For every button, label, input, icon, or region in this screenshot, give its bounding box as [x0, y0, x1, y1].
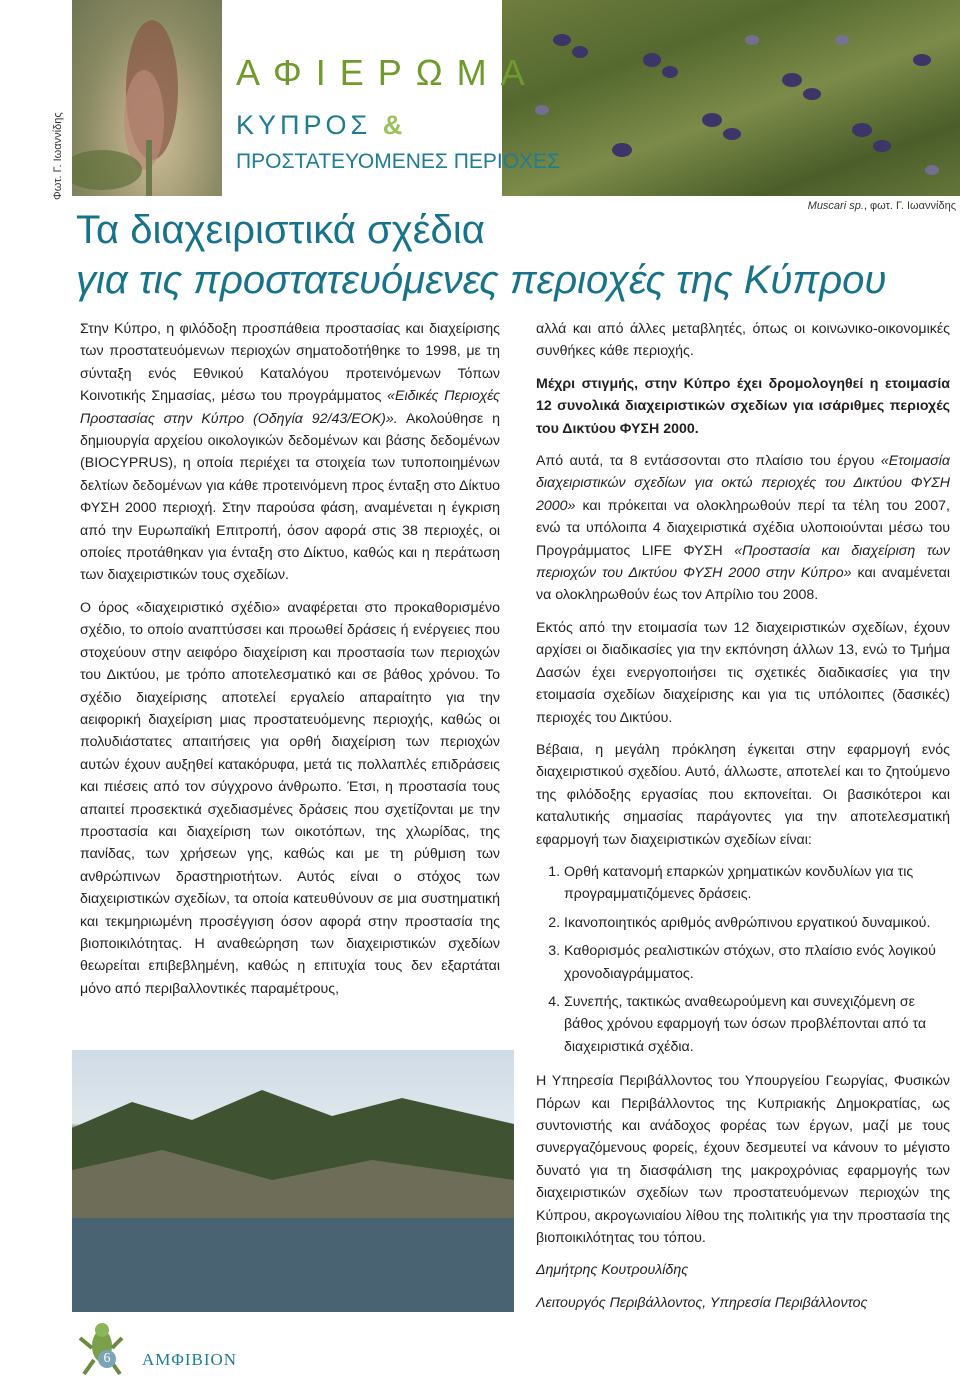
magazine-name: ΑΜΦΙΒΙΟΝ [142, 1350, 238, 1369]
author-role: Λειτουργός Περιβάλλοντος, Υπηρεσία Περιβάλλοντος [536, 1294, 868, 1311]
headline-line1: Τα διαχειριστικά σχέδια [76, 208, 485, 252]
right-paragraph-6: Η Υπηρεσία Περιβάλλοντος του Υπουργείου Γεωργίας, Φυσικών Πόρων και Περιβάλλοντος της Κυπριακής Δημοκρατίας, ως συντονιστής και ανάδοχος φορέας των έργων, μαζί με τους συνεργαζόμενους φορείς, έχουν δεσμευτεί να κάνουν το μέγιστο δυνατό για τη διασφάλιση της μακροχρόνιας εφαρμογής των διαχειριστικών σχεδίων των προστατευόμενων περιοχών της Κύπρου, ακρογωνιαίου λίθου της πολιτικής για την προστασία της βιοποικιλότητας του τόπου. [536, 1073, 950, 1247]
right-paragraph-3: Από αυτά, τα 8 εντάσσονται στο πλαίσιο του έργου «Ετοιμασία διαχειριστικών σχεδίων για οκτώ περιοχές του Δικτύου ΦΥΣΗ 2000» και πρόκειται να ολοκληρωθούν περί τα τέλη του 2007, ενώ τα υπόλοιπα 4 διαχειριστικά σχέδια υλοποιούνται μέσω του Προγράμματος LIFE ΦΥΣΗ «Προστασία και διαχείριση των περιοχών του Δικτύου ΦΥΣΗ 2000 στην Κύπρο» και αναμένεται να ολοκληρωθούν έως τον Απρίλιο του 2008. [536, 453, 950, 604]
right-paragraph-highlight: Μέχρι στιγμής, στην Κύπρο έχει δρομολογηθεί η ετοιμασία 12 συνολικά διαχειριστικών σχεδίων για ισάριθμες περιοχές του Δικτύου ΦΥΣΗ 2000. [536, 375, 950, 437]
frog-logo-icon [76, 1318, 126, 1378]
left-paragraph-2: Ο όρος «διαχειριστικό σχέδιο» αναφέρεται στο προκαθορισμένο σχέδιο, το οποίο αναπτύσσει και προωθεί δράσεις ή ενέργειες που στοχεύουν στην αειφόρο διαχείριση και προστασία των περιοχών του Δικτύου, με τρόπο αποτελεσματικό και σε βάθος χρόνου. Το σχέδιο διαχείρισης αποτελεί εργαλείο απαραίτητο για την αειφορική διαχείριση μιας προστατευόμενης περιοχής, καθώς οι πολυδιάστατες απαιτήσεις για ορθή διαχείριση των περιοχών αυτών έχουν αυξηθεί κατακόρυφα, μετά τις πολλαπλές επιδράσεις και πιέσεις από τον σύγχρονο άνθρωπο. Έτσι, η προστασία τους απαιτεί προσεκτικά σχεδιασμένες δράσεις που σχετίζονται με την προστασία και διαχείριση των οικοτόπων, της χλωρίδας, της πανίδας, των χρήσεων γης, καθώς και με τη ρύθμιση των ανθρώπινων δραστηριοτήτων. Αυτός είναι ο στόχος των διαχειριστικών σχεδίων, τα οποία κατευθύνουν σε μια συστηματική και τεκμηριωμένη προσέγγιση όσον αφορά στην προστασία της βιοποικιλότητας. Η αναθεώρηση των διαχειριστικών σχεδίων θεωρείται επιβεβλημένη, καθώς η επιτυχία τους δεν εξαρτάται μόνο από περιβαλλοντικές παραμέτρους, [80, 599, 500, 997]
section-subtitle: ΚΥΠΡΟΣ & [236, 110, 407, 140]
factors-list [536, 861, 950, 1058]
page-number: 6 [98, 1350, 116, 1368]
left-paragraph-1: Στην Κύπρο, η φιλόδοξη προσπάθεια προστασίας και διαχείρισης των προστατευόμενων περιοχών σηματοδοτήθηκε το 1998, με τη σύνταξη ενός Εθνικού Καταλόγου προτεινόμενων Τόπων Κοινοτικής Σημασίας, μέσω του προγράμματος «Ειδικές Περιοχές Προστασίας στην Κύπρο (Οδηγία 92/43/ΕΟΚ)». Ακολούθησε η δημιουργία αρχείου οικολογικών δεδομένων και βάσης δεδομένων (BIOCYPRUS), η οποία περιέχει τα στοιχεία των τυποποιημένων δελτίων δεδομένων για κάθε προτεινόμενη προς ένταξη στο Δίκτυο ΦΥΣΗ 2000 περιοχή. Στην παρούσα φάση, αναμένεται η έγκριση από την Ευρωπαϊκή Επιτροπή, όσον αφορά στις 38 περιοχές, οι οποίες προτάθηκαν για ένταξη στο Δίκτυο, καθώς και η περάτωση των διαχειριστικών τους σχεδίων. [80, 321, 501, 584]
orchid-photo [72, 0, 222, 196]
muscari-photo [502, 0, 960, 196]
list-item: 1. Ορθή κατανομή επαρκών χρηματικών κονδυλίων για τις προγραμματιζόμενες δράσεις. [564, 861, 950, 906]
left-column [80, 318, 500, 1010]
section-kicker: ΑΦΙΕΡΩΜΑ [236, 52, 539, 93]
right-paragraph-1: αλλά και από άλλες μεταβλητές, όπως οι κοινωνικο-οικονομικές συνθήκες κάθε περιοχής. [536, 321, 950, 360]
headline-line2: για τις προστατευόμενες περιοχές της Κύπρου [76, 258, 887, 302]
photo-credit-left: Φωτ. Γ. Ιωαννίδης [52, 112, 64, 200]
photo-credit-right: Muscari sp., φωτ. Γ. Ιωαννίδης [807, 200, 956, 212]
lake-photo [72, 1050, 514, 1312]
author-name: Δημήτρης Κουτρουλίδης [536, 1262, 689, 1279]
list-item: 4. Συνεπής, τακτικώς αναθεωρούμενη και συνεχιζόμενη σε βάθος χρόνου εφαρμογή των όσων προβλέπονται από τα διαχειριστικά σχέδια. [564, 991, 950, 1058]
right-column [536, 318, 950, 1324]
list-item: 3. Καθορισμός ρεαλιστικών στόχων, στο πλαίσιο ενός λογικού χρονοδιαγράμματος. [564, 940, 950, 985]
right-paragraph-4: Εκτός από την ετοιμασία των 12 διαχειριστικών σχεδίων, έχουν αρχίσει οι διαδικασίες για την εκπόνηση άλλων 13, ενώ το Τμήμα Δασών έχει ενεργοποιήσει τις σχετικές διαδικασίες για την ετοιμασία σχεδίων διαχείρισης και για τις υπόλοιπες (δασικές) περιοχές του Δικτύου. [536, 619, 950, 726]
list-item: 2. Ικανοποιητικός αριθμός ανθρώπινου εργατικού δυναμικού. [564, 912, 950, 934]
section-subtitle-second: ΠΡΟΣΤΑΤΕΥΟΜΕΝΕΣ ΠΕΡΙΟΧΕΣ [236, 150, 561, 173]
right-paragraph-5: Βέβαια, η μεγάλη πρόκληση έγκειται στην εφαρμογή ενός διαχειριστικού σχεδίου. Αυτό, άλλωστε, αποτελεί και το ζητούμενο της φιλόδοξης εργασίας που εκπονείται. Οι βασικότεροι και καταλυτικής σημασίας παράγοντες για την αποτελεσματική εφαρμογή των διαχειριστικών σχεδίων είναι: [536, 741, 950, 848]
